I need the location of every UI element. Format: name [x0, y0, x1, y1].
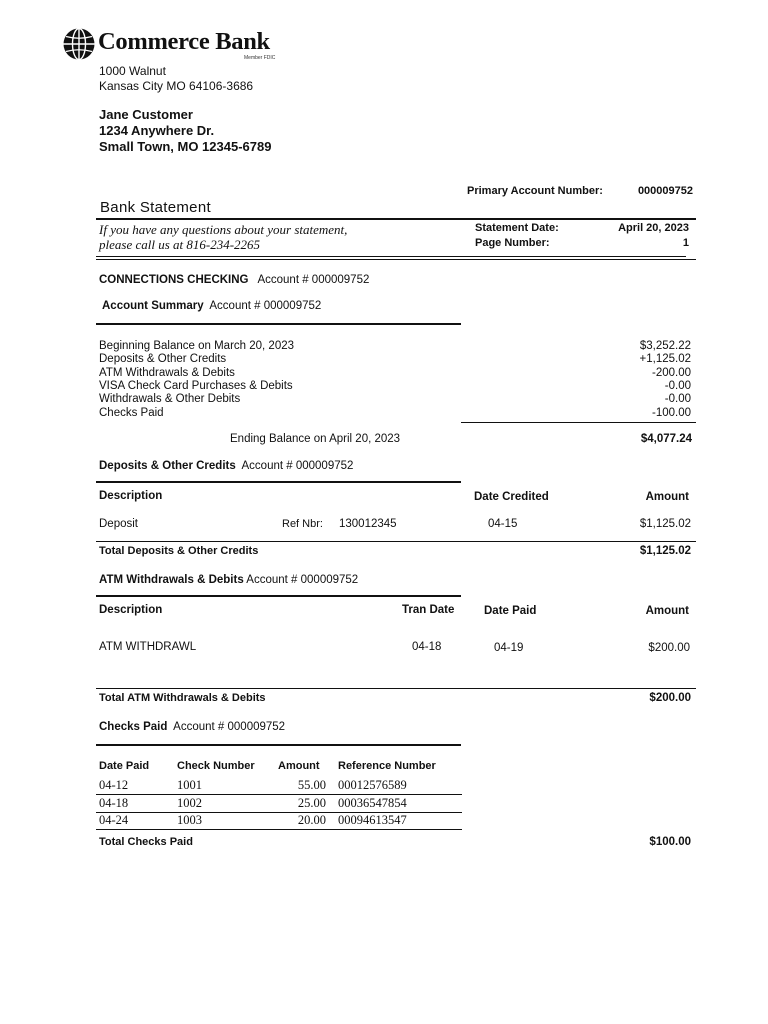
- atm-col-date-paid: Date Paid: [484, 605, 537, 617]
- atm-total-divider: [96, 688, 696, 689]
- summary-row-value: -200.00: [651, 366, 691, 379]
- header-divider-2: [96, 259, 696, 260]
- atm-divider: [96, 595, 461, 597]
- atm-total-label: Total ATM Withdrawals & Debits: [99, 692, 266, 704]
- ending-balance-label: Ending Balance on April 20, 2023: [230, 433, 401, 445]
- summary-account: Account # 000009752: [209, 300, 322, 312]
- checks-total-label: Total Checks Paid: [99, 836, 193, 848]
- checks-col-amount: Amount: [278, 760, 320, 772]
- customer-address-line1: 1234 Anywhere Dr.: [99, 123, 215, 138]
- questions-line1: If you have any questions about your statement,: [99, 222, 348, 237]
- header-divider-1: [96, 256, 686, 257]
- connections-account: Account # 000009752: [257, 274, 370, 286]
- summary-row-label: Withdrawals & Other Debits: [99, 393, 241, 406]
- atm-heading: [99, 574, 358, 586]
- deposits-account: Account # 000009752: [241, 460, 354, 472]
- summary-row-label: Beginning Balance on March 20, 2023: [99, 340, 295, 352]
- check-row-date: 04-24: [99, 813, 129, 827]
- deposits-col-amount: Amount: [645, 491, 689, 503]
- connections-heading: [99, 274, 369, 286]
- deposits-title: Deposits & Other Credits: [99, 460, 236, 472]
- summary-row-label: Deposits & Other Credits: [99, 353, 227, 366]
- atm-total-value: $200.00: [649, 692, 691, 704]
- deposit-row-description: Deposit: [99, 518, 138, 530]
- checks-divider: [96, 744, 461, 746]
- checks-heading: [99, 721, 285, 733]
- deposit-row-date: 04-15: [488, 518, 518, 530]
- check-row-amount: 20.00: [297, 813, 326, 827]
- checks-col-reference: Reference Number: [338, 760, 436, 772]
- deposits-total-label: Total Deposits & Other Credits: [99, 545, 259, 557]
- deposit-row-ref-label: Ref Nbr:: [282, 518, 323, 530]
- deposits-col-date: Date Credited: [474, 491, 549, 503]
- checks-col-date-paid: Date Paid: [99, 760, 150, 772]
- customer-address: [99, 107, 271, 155]
- check-row-date: 04-18: [99, 795, 129, 810]
- check-row-divider: [96, 829, 462, 830]
- bank-logo-globe-icon: [62, 27, 96, 61]
- page-number-label: Page Number:: [475, 237, 550, 249]
- deposit-row-ref-value: 130012345: [339, 518, 397, 530]
- check-row-amount: 25.00: [297, 795, 326, 810]
- bank-address-line1: 1000 Walnut: [99, 64, 166, 78]
- atm-col-amount: Amount: [645, 605, 689, 617]
- summary-title: Account Summary: [102, 300, 204, 312]
- checks-title: Checks Paid: [99, 721, 168, 733]
- atm-col-tran-date: Tran Date: [402, 604, 455, 616]
- deposits-heading: [99, 460, 353, 472]
- statement-date-value: April 20, 2023: [618, 222, 689, 234]
- member-fdic-label: Member FDIC: [244, 55, 276, 61]
- primary-account-label: Primary Account Number:: [467, 185, 603, 197]
- deposits-col-description: Description: [99, 490, 163, 502]
- page-title: Bank Statement: [100, 199, 211, 216]
- atm-col-description: Description: [99, 604, 163, 616]
- check-row-number: 1003: [177, 813, 202, 827]
- atm-row-description: ATM WITHDRAWL: [99, 641, 197, 653]
- customer-name: Jane Customer: [99, 107, 193, 122]
- deposits-divider: [96, 481, 461, 483]
- questions-note: [99, 222, 347, 252]
- ending-balance-value: $4,077.24: [640, 433, 692, 445]
- check-row-reference: 00094613547: [338, 813, 407, 827]
- title-divider: [96, 218, 696, 220]
- check-row-reference: 00012576589: [338, 778, 407, 792]
- summary-row-label: Checks Paid: [99, 406, 164, 419]
- page-number-value: 1: [682, 237, 689, 249]
- checks-account: Account # 000009752: [173, 721, 286, 733]
- summary-row-value: -100.00: [651, 406, 691, 419]
- customer-address-line2: Small Town, MO 12345-6789: [99, 139, 272, 154]
- summary-row-value: $3,252.22: [639, 340, 691, 352]
- connections-title: CONNECTIONS CHECKING: [99, 274, 249, 286]
- checks-col-check-number: Check Number: [177, 760, 255, 772]
- summary-row-label: VISA Check Card Purchases & Debits: [99, 379, 293, 392]
- check-row-number: 1002: [177, 795, 202, 810]
- deposit-row-amount: $1,125.02: [639, 518, 691, 530]
- check-row-date: 04-12: [99, 778, 129, 792]
- summary-row-value: -0.00: [664, 393, 691, 406]
- summary-row-value: +1,125.02: [639, 353, 691, 366]
- atm-account: Account # 000009752: [246, 574, 359, 586]
- summary-row-label: ATM Withdrawals & Debits: [99, 366, 235, 379]
- summary-heading: [102, 300, 321, 312]
- summary-total-divider: [461, 422, 696, 423]
- summary-divider: [96, 323, 461, 325]
- atm-row-amount: $200.00: [648, 642, 690, 654]
- deposits-total-value: $1,125.02: [639, 545, 691, 557]
- bank-logo-name: Commerce Bank: [98, 28, 270, 55]
- summary-row-value: -0.00: [664, 379, 691, 392]
- bank-address-line2: Kansas City MO 64106-3686: [99, 79, 254, 93]
- primary-account-value: 000009752: [637, 185, 693, 197]
- atm-row-tran-date: 04-18: [412, 641, 442, 653]
- statement-date-label: Statement Date:: [475, 222, 559, 234]
- deposits-total-divider: [96, 541, 696, 542]
- questions-line2: please call us at 816-234-2265: [99, 237, 261, 252]
- check-row-number: 1001: [177, 778, 202, 792]
- check-row-amount: 55.00: [297, 778, 326, 792]
- checks-total-value: $100.00: [649, 836, 691, 848]
- atm-title: ATM Withdrawals & Debits: [99, 574, 244, 586]
- atm-row-date-paid: 04-19: [494, 642, 524, 654]
- bank-address: [99, 64, 253, 94]
- check-row-reference: 00036547854: [338, 795, 407, 810]
